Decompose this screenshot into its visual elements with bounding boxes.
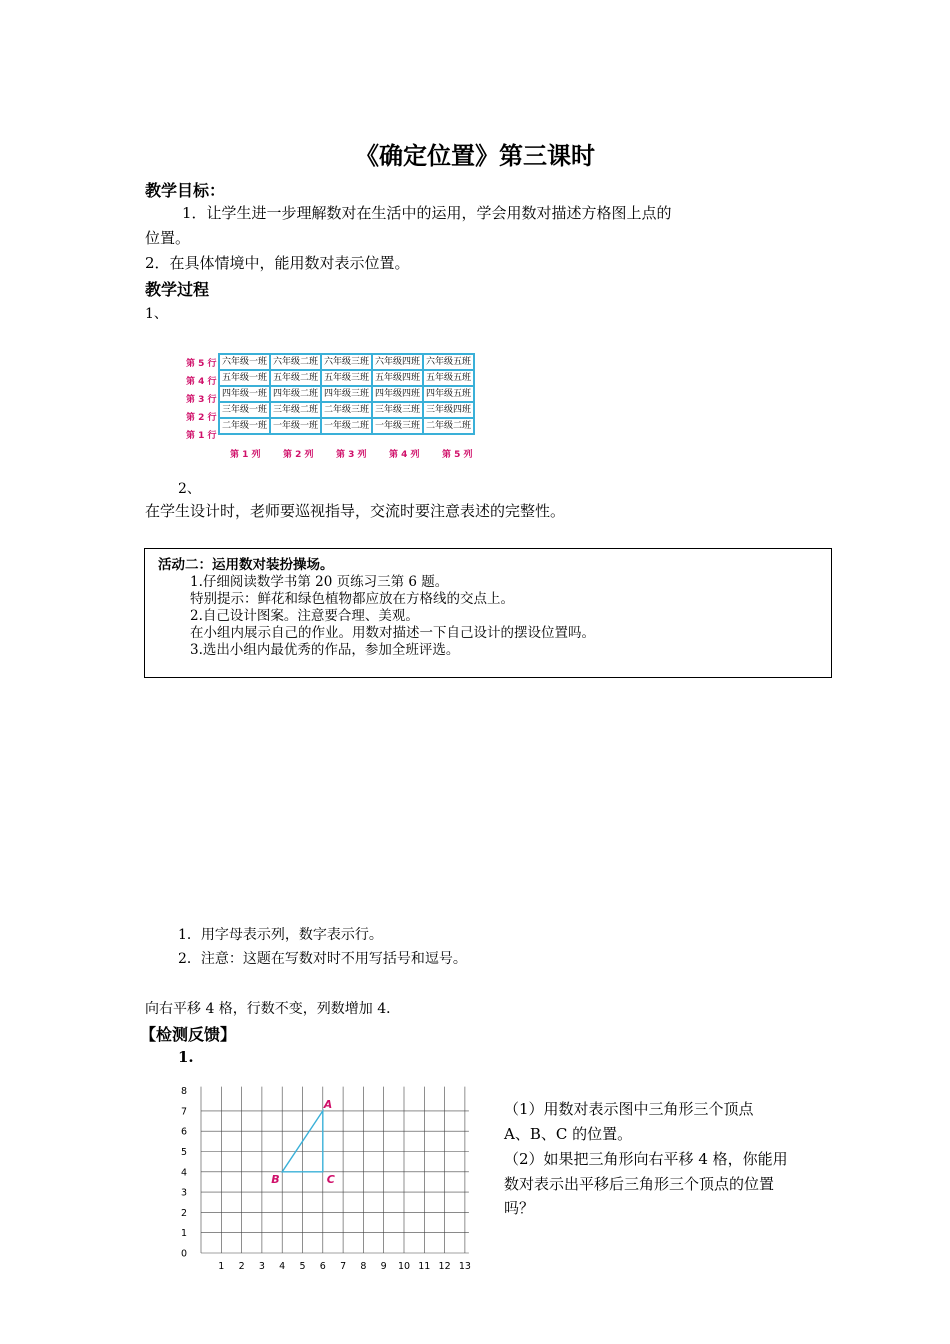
goal-2: 2．在具体情境中，能用数对表示位置。 xyxy=(145,254,410,272)
column-label: 第 4 列 xyxy=(389,450,420,460)
y-tick-label: 2 xyxy=(180,1207,187,1219)
step-1-label: 1、 xyxy=(145,306,168,322)
goal-1-line-1: 1．让学生进一步理解数对在生活中的运用，学会用数对描述方格图上点的 xyxy=(182,204,672,222)
table-cell: 三年级一班 xyxy=(219,402,270,418)
table-cell: 二年级二班 xyxy=(423,418,474,434)
question-1-line-2: A、B、C 的位置。 xyxy=(504,1125,633,1143)
table-cell: 五年级五班 xyxy=(423,370,474,386)
table-cell: 四年级五班 xyxy=(423,386,474,402)
table-cell: 二年级三班 xyxy=(321,402,372,418)
design-note: 在学生设计时，老师要巡视指导，交流时要注意表述的完整性。 xyxy=(145,502,566,520)
table-row xyxy=(219,370,474,386)
question-2-line-1: （2）如果把三角形向右平移 4 格，你能用 xyxy=(504,1150,788,1168)
row-label: 第 2 行 xyxy=(186,413,217,423)
table-row xyxy=(219,402,474,418)
table-cell: 五年级二班 xyxy=(270,370,321,386)
x-tick-label: 5 xyxy=(299,1261,306,1272)
table-cell: 六年级二班 xyxy=(270,354,321,370)
question-2-line-3: 吗？ xyxy=(504,1199,535,1217)
y-tick-label: 8 xyxy=(180,1086,187,1098)
goals-heading: 教学目标： xyxy=(145,181,226,200)
table-cell: 三年级四班 xyxy=(423,402,474,418)
activity-line: 3.选出小组内最优秀的作品，参加全班评选。 xyxy=(190,642,460,658)
table-cell: 六年级五班 xyxy=(423,354,474,370)
table-cell: 六年级三班 xyxy=(321,354,372,370)
x-tick-label: 8 xyxy=(360,1261,367,1272)
page-title: 《确定位置》第三课时 xyxy=(355,142,595,170)
step-2-label: 2、 xyxy=(178,481,201,497)
question-2-line-2: 数对表示出平移后三角形三个顶点的位置 xyxy=(504,1175,775,1193)
table-cell: 四年级一班 xyxy=(219,386,270,402)
activity-line: 在小组内展示自己的作业。用数对描述一下自己设计的摆设位置吗。 xyxy=(190,625,595,641)
y-tick-label: 0 xyxy=(180,1248,187,1260)
x-tick-label: 11 xyxy=(418,1261,431,1272)
activity-heading: 活动二：运用数对装扮操场。 xyxy=(158,557,334,573)
feedback-number: 1. xyxy=(178,1048,194,1066)
y-tick-label: 7 xyxy=(180,1106,187,1118)
table-cell: 四年级四班 xyxy=(372,386,423,402)
y-tick-label: 5 xyxy=(180,1147,187,1158)
table-cell: 一年级二班 xyxy=(321,418,372,434)
seating-table xyxy=(218,353,475,435)
x-tick-label: 7 xyxy=(340,1261,347,1272)
x-tick-label: 2 xyxy=(238,1261,245,1272)
table-row xyxy=(219,418,474,434)
activity-line: 特别提示：鲜花和绿色植物都应放在方格线的交点上。 xyxy=(190,591,514,607)
row-label: 第 4 行 xyxy=(186,377,217,387)
table-row xyxy=(219,386,474,402)
table-cell: 四年级二班 xyxy=(270,386,321,402)
y-tick-label: 4 xyxy=(180,1167,187,1179)
column-label: 第 3 列 xyxy=(336,450,367,460)
note-2: 2．注意：这题在写数对时不用写括号和逗号。 xyxy=(178,951,467,967)
question-1-line-1: （1）用数对表示图中三角形三个顶点 xyxy=(504,1100,754,1118)
x-tick-label: 9 xyxy=(380,1261,387,1272)
table-cell: 三年级二班 xyxy=(270,402,321,418)
x-tick-label: 3 xyxy=(258,1261,265,1272)
column-label: 第 1 列 xyxy=(230,450,261,460)
goal-1-line-2: 位置。 xyxy=(145,229,191,247)
row-label: 第 3 行 xyxy=(186,395,217,405)
table-cell: 五年级四班 xyxy=(372,370,423,386)
table-row xyxy=(219,354,474,370)
table-cell: 六年级一班 xyxy=(219,354,270,370)
row-label: 第 1 行 xyxy=(186,431,217,441)
x-tick-label: 1 xyxy=(218,1261,225,1272)
table-cell: 四年级三班 xyxy=(321,386,372,402)
note-1: 1．用字母表示列，数字表示行。 xyxy=(178,927,383,943)
row-label: 第 5 行 xyxy=(186,359,217,369)
process-heading: 教学过程 xyxy=(145,280,210,299)
y-tick-label: 1 xyxy=(180,1228,187,1240)
coordinate-grid xyxy=(170,1080,490,1280)
activity-box xyxy=(144,548,832,678)
column-label: 第 2 列 xyxy=(283,450,314,460)
x-tick-label: 13 xyxy=(458,1261,471,1272)
x-tick-label: 12 xyxy=(438,1261,451,1272)
table-cell: 一年级三班 xyxy=(372,418,423,434)
column-label: 第 5 列 xyxy=(442,450,473,460)
activity-line: 1.仔细阅读数学书第 20 页练习三第 6 题。 xyxy=(190,574,449,590)
y-tick-label: 6 xyxy=(180,1126,187,1138)
feedback-heading: 【检测反馈】 xyxy=(140,1025,237,1044)
y-tick-label: 3 xyxy=(180,1187,187,1199)
vertex-label: A xyxy=(323,1097,333,1111)
vertex-label: B xyxy=(271,1172,280,1186)
table-cell: 一年级一班 xyxy=(270,418,321,434)
x-tick-label: 6 xyxy=(319,1261,326,1272)
vertex-label: C xyxy=(326,1172,335,1186)
table-cell: 六年级四班 xyxy=(372,354,423,370)
x-tick-label: 4 xyxy=(279,1261,286,1272)
table-cell: 五年级三班 xyxy=(321,370,372,386)
table-cell: 三年级三班 xyxy=(372,402,423,418)
shift-note: 向右平移 4 格，行数不变，列数增加 4． xyxy=(145,1001,401,1017)
table-cell: 二年级一班 xyxy=(219,418,270,434)
x-tick-label: 10 xyxy=(397,1261,411,1272)
activity-line: 2.自己设计图案。注意要合理、美观。 xyxy=(190,608,419,624)
table-cell: 五年级一班 xyxy=(219,370,270,386)
